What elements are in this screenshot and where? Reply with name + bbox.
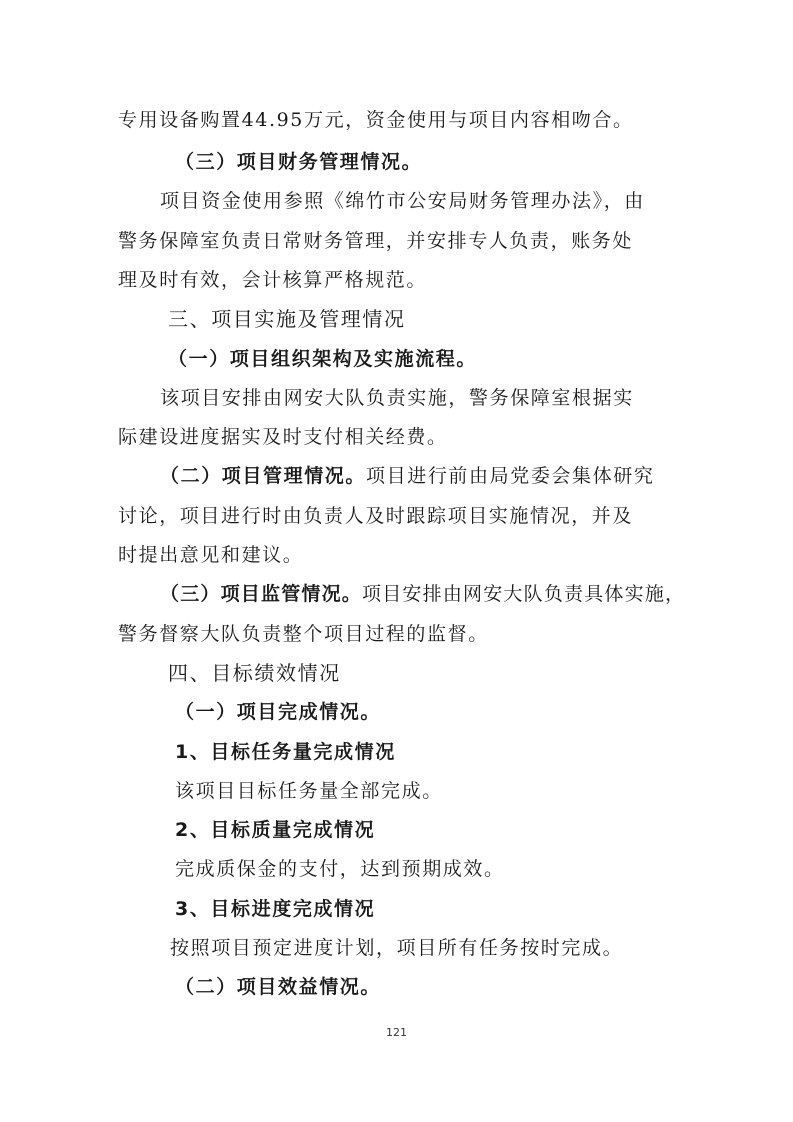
paragraph-line: 该项目安排由网安大队负责实施，警务保障室根据实	[160, 387, 634, 409]
inline-text: 项目安排由网安大队负责具体实施，	[362, 583, 686, 605]
paragraph-line: 专用设备购置44.95万元，资金使用与项目内容相吻合。	[118, 109, 634, 131]
section-heading: （一）项目组织架构及实施流程。	[168, 348, 478, 370]
chapter-heading: 四、目标绩效情况	[168, 661, 341, 685]
section-heading: （二）项目效益情况。	[175, 976, 382, 998]
paragraph-line: 警务保障室负责日常财务管理，并安排专人负责，账务处	[118, 230, 634, 252]
inline-heading: （三）项目监管情况。	[160, 583, 363, 605]
mixed-paragraph-line	[160, 582, 685, 606]
paragraph-line: 时提出意见和建议。	[118, 544, 304, 566]
subsection-heading: 1、目标任务量完成情况	[175, 741, 396, 763]
paragraph-line: 该项目目标任务量全部完成。	[175, 780, 443, 802]
paragraph-line: 按照项目预定进度计划，项目所有任务按时完成。	[170, 937, 624, 959]
page-number: 121	[386, 1026, 407, 1039]
paragraph-line: 警务督察大队负责整个项目过程的监督。	[118, 623, 489, 645]
subsection-heading: 3、目标进度完成情况	[175, 898, 376, 920]
section-heading: （一）项目完成情况。	[175, 701, 382, 723]
inline-text: 项目进行前由局党委会集体研究	[366, 465, 655, 487]
paragraph-line: 项目资金使用参照《绵竹市公安局财务管理办法》，由	[160, 190, 645, 212]
paragraph-line: 完成质保金的支付，达到预期成效。	[175, 858, 505, 880]
paragraph-line: 讨论，项目进行时由负责人及时跟踪项目实施情况，并及	[118, 505, 634, 527]
paragraph-line: 际建设进度据实及时支付相关经费。	[118, 426, 448, 448]
section-heading: （三）项目财务管理情况。	[175, 151, 423, 173]
chapter-heading: 三、项目实施及管理情况	[168, 307, 406, 331]
paragraph-line: 理及时有效，会计核算严格规范。	[118, 269, 428, 291]
inline-heading: （二）项目管理情况。	[160, 465, 367, 487]
mixed-paragraph-line	[160, 464, 654, 488]
subsection-heading: 2、目标质量完成情况	[175, 819, 376, 841]
